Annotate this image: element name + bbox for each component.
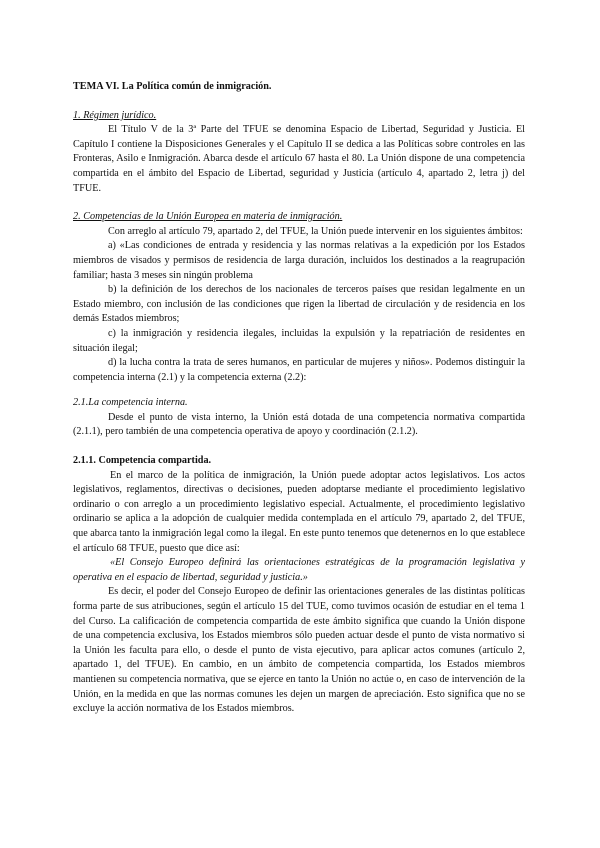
section-2-item-b: b) la definición de los derechos de los nacionales de terceros países que residan legalmente en un Estado miembro, con inclusión de las condiciones que rigen la libertad de circulación y de residencia en los demás Estados miembros;: [73, 284, 525, 325]
section-2-1-1-paragraph-2: Es decir, el poder del Consejo Europeo de definir las orientaciones generales de las distintas políticas forma parte de sus atribuciones, según el artículo 15 del TUE, como tuvimos ocasión de estudiar en el tema 1 del Curso. La calificación de competencia compartida de este ámbito significa que cuando la Unión dispone de una competencia exclusiva, los Estados miembros sólo pueden actuar desde el punto de vista normativo si la Unión les faculta para ello, o desde el punto de vista ejecutivo, para aplicar actos comunes (artículo 2, apartado 1, del TFUE). En cambio, en un ámbito de competencia compartida, los Estados miembros mantienen su competencia normativa, que se ejerce en tanto la Unión no actúe o, en caso de intervención de la Unión, en la medida en que las normas comunes les dejen un margen de apreciación. Esto significa que no se excluye la acción normativa de los Estados miembros.: [73, 586, 525, 715]
section-2-1-1-heading: 2.1.1. Competencia compartida.: [73, 455, 212, 467]
section-2-1-1-quote: «El Consejo Europeo definirá las orientaciones estratégicas de la programación legislativa y operativa en el espacio de libertad, seguridad y justicia.»: [73, 557, 525, 583]
section-1-heading: 1. Régimen jurídico.: [73, 109, 157, 121]
section-2-item-c: c) la inmigración y residencia ilegales, incluidas la expulsión y la repatriación de residentes en situación ilegal;: [73, 327, 525, 354]
section-2-heading: 2. Competencias de la Unión Europea en materia de inmigración.: [73, 211, 343, 223]
section-2-intro: Con arreglo al artículo 79, apartado 2, del TFUE, la Unión puede intervenir en los siguientes ámbitos:: [108, 225, 523, 237]
document-title: TEMA VI. La Política común de inmigración.: [73, 81, 272, 92]
section-1-paragraph: El Título V de la 3ª Parte del TFUE se denomina Espacio de Libertad, Seguridad y Justicia. El Capítulo I contiene la Disposiciones Generales y el Capítulo II se dedica a las Políticas sobre controles en las Fronteras, Asilo e Inmigración. Abarca desde el artículo 67 hasta el 80. La Unión dispone de una competencia compartida en el ámbito del Espacio de Libertad, seguridad y Justicia (artículo 4, apartado 2, letra j) del TFUE.: [73, 124, 525, 194]
section-2-1-1-paragraph-1: En el marco de la política de inmigración, la Unión puede adoptar actos legislativos. Los actos legislativos, reglamentos, directivas o decisiones, pueden adoptarse mediante el procedimiento legislativo ordinario o con arreglo a un procedimiento legislativo especial. Actualmente, el procedimiento legislativo ordinario se aplica a la adopción de cualquier medida contemplada en el artículo 79, apartado 2, del TFUE, que abarca tanto la inmigración legal como la ilegal. En este punto tenemos que detenernos en lo que establece el artículo 68 TFUE, puesto que dice así:: [73, 469, 525, 554]
document-body: [73, 80, 525, 717]
section-2-1-paragraph: Desde el punto de vista interno, la Unión está dotada de una competencia normativa compartida (2.1.1), pero también de una competencia operativa de apoyo y coordinación (2.1.2).: [73, 411, 525, 438]
section-2-1-heading: 2.1.La competencia interna.: [73, 397, 188, 409]
section-2-item-a: a) «Las condiciones de entrada y residencia y las normas relativas a la expedición por los Estados miembros de visados y permisos de residencia de larga duración, incluidos los destinados a la reagrupación familiar; hasta 3 meses sin ningún problema: [73, 240, 525, 281]
section-2-item-d: d) la lucha contra la trata de seres humanos, en particular de mujeres y niños». Podemos distinguir la competencia interna (2.1) y la competencia externa (2.2):: [73, 357, 525, 383]
